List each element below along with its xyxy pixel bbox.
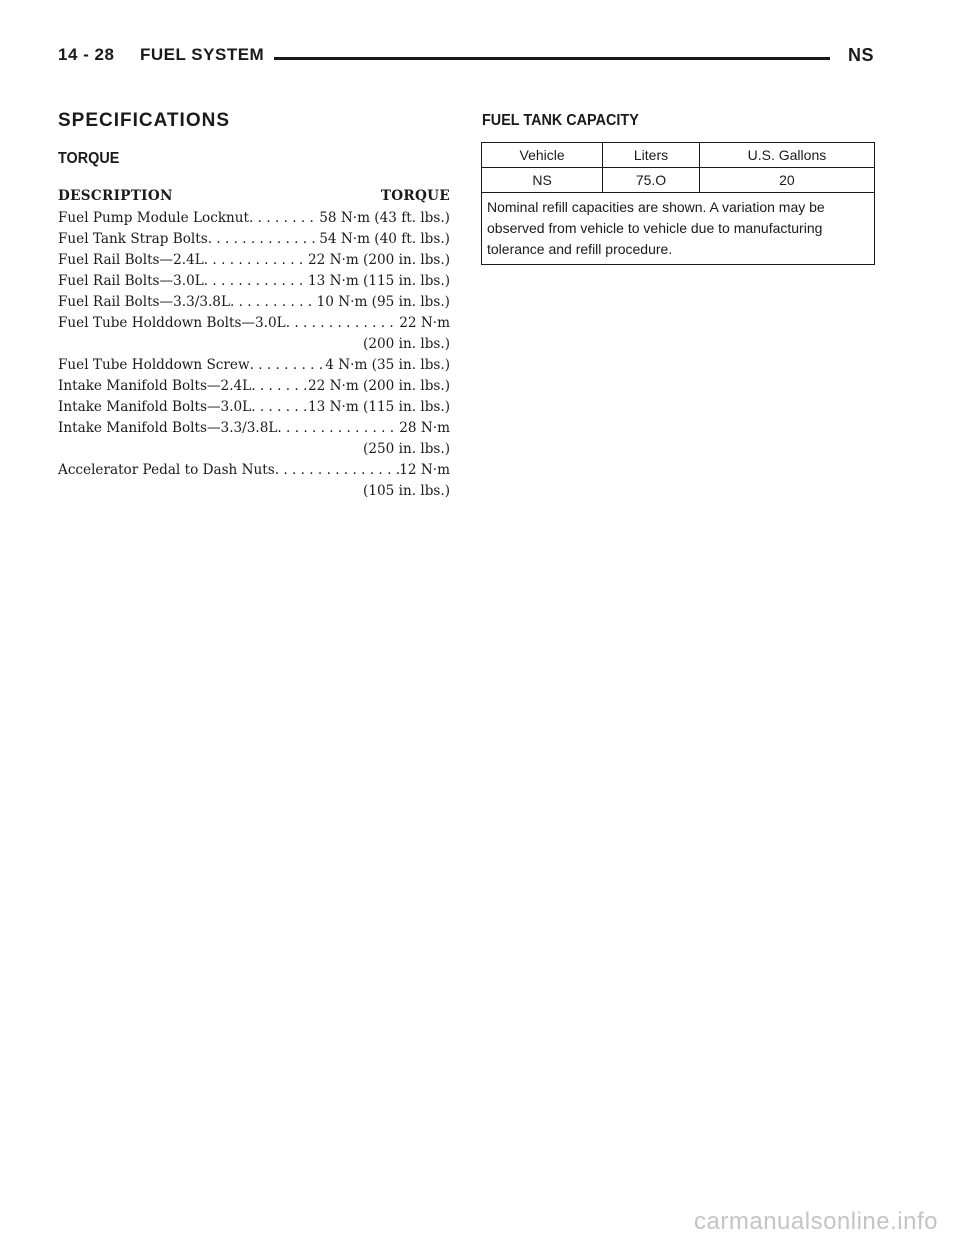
dot-leader [251, 376, 308, 397]
vehicle-column-header: Vehicle [482, 143, 603, 168]
torque-row-description: Accelerator Pedal to Dash Nuts [58, 462, 275, 478]
dot-leader [208, 229, 320, 250]
description-column-header: DESCRIPTION [58, 188, 173, 204]
torque-heading: TORQUE [58, 150, 120, 167]
torque-row-value: 22 N·m [399, 315, 450, 331]
dot-leader [230, 292, 317, 313]
torque-column-header: TORQUE [380, 188, 450, 204]
torque-row [58, 418, 450, 439]
fuel-tank-capacity-heading: FUEL TANK CAPACITY [482, 112, 639, 129]
torque-row-value: 22 N·m (200 in. lbs.) [307, 252, 450, 268]
torque-row-value-continued: (200 in. lbs.) [363, 336, 450, 352]
torque-row-description: Fuel Tube Holddown Bolts—3.0L [58, 315, 286, 331]
torque-spec-table [58, 186, 450, 502]
torque-row-description: Fuel Rail Bolts—3.3/3.8L [58, 294, 230, 310]
torque-table-header [58, 186, 450, 207]
torque-row-description: Fuel Pump Module Locknut [58, 210, 250, 226]
torque-rows [58, 208, 450, 502]
dot-leader [204, 271, 308, 292]
section-title: FUEL SYSTEM [140, 44, 274, 66]
capacity-header-row [482, 143, 875, 168]
torque-row-value-continued: (105 in. lbs.) [363, 483, 450, 499]
torque-row-value: 13 N·m (115 in. lbs.) [307, 399, 450, 415]
specifications-heading: SPECIFICATIONS [58, 110, 230, 131]
torque-row-value: 10 N·m (95 in. lbs.) [316, 294, 450, 310]
fuel-tank-capacity-table [481, 142, 875, 265]
dot-leader [249, 208, 319, 229]
capacity-data-row [482, 168, 875, 193]
torque-row-value-continued: (250 in. lbs.) [363, 441, 450, 457]
torque-row-description: Fuel Rail Bolts—2.4L [58, 252, 204, 268]
torque-row [58, 229, 450, 250]
capacity-note-row [482, 193, 875, 265]
torque-row-description: Intake Manifold Bolts—3.3/3.8L [58, 420, 278, 436]
torque-row [58, 250, 450, 271]
vehicle-cell: NS [482, 168, 603, 193]
torque-row-value: 58 N·m (43 ft. lbs.) [319, 210, 450, 226]
torque-row [58, 460, 450, 481]
torque-row [58, 355, 450, 376]
torque-row [58, 397, 450, 418]
torque-row-description: Fuel Rail Bolts—3.0L [58, 273, 204, 289]
dot-leader [251, 397, 308, 418]
dot-leader [286, 313, 400, 334]
torque-row-description: Fuel Tank Strap Bolts [58, 231, 208, 247]
torque-row [58, 313, 450, 334]
torque-row [58, 271, 450, 292]
watermark: carmanualsonline.info [694, 1208, 938, 1235]
torque-row-value: 28 N·m [399, 420, 450, 436]
liters-column-header: Liters [603, 143, 700, 168]
dot-leader [250, 355, 326, 376]
dot-leader [277, 418, 399, 439]
torque-row-value: 12 N·m [399, 462, 450, 478]
torque-row-value: 22 N·m (200 in. lbs.) [307, 378, 450, 394]
gallons-cell: 20 [699, 168, 874, 193]
header-rule [248, 57, 830, 60]
torque-row-value: 13 N·m (115 in. lbs.) [307, 273, 450, 289]
torque-row [58, 208, 450, 229]
torque-row-description: Fuel Tube Holddown Screw [58, 357, 250, 373]
gallons-column-header: U.S. Gallons [699, 143, 874, 168]
torque-row-description: Intake Manifold Bolts—3.0L [58, 399, 252, 415]
dot-leader [204, 250, 308, 271]
torque-row [58, 376, 450, 397]
page-header [58, 44, 874, 74]
dot-leader [275, 460, 400, 481]
capacity-note: Nominal refill capacities are shown. A variation may be observed from vehicle to vehicle due to manufacturing tolerance and refill procedure. [482, 193, 875, 265]
torque-row-description: Intake Manifold Bolts—2.4L [58, 378, 252, 394]
liters-cell: 75.O [603, 168, 700, 193]
torque-row-value: 54 N·m (40 ft. lbs.) [319, 231, 450, 247]
page-number: 14 - 28 [58, 45, 115, 64]
torque-row [58, 292, 450, 313]
model-code: NS [838, 44, 874, 66]
torque-row-value: 4 N·m (35 in. lbs.) [325, 357, 450, 373]
